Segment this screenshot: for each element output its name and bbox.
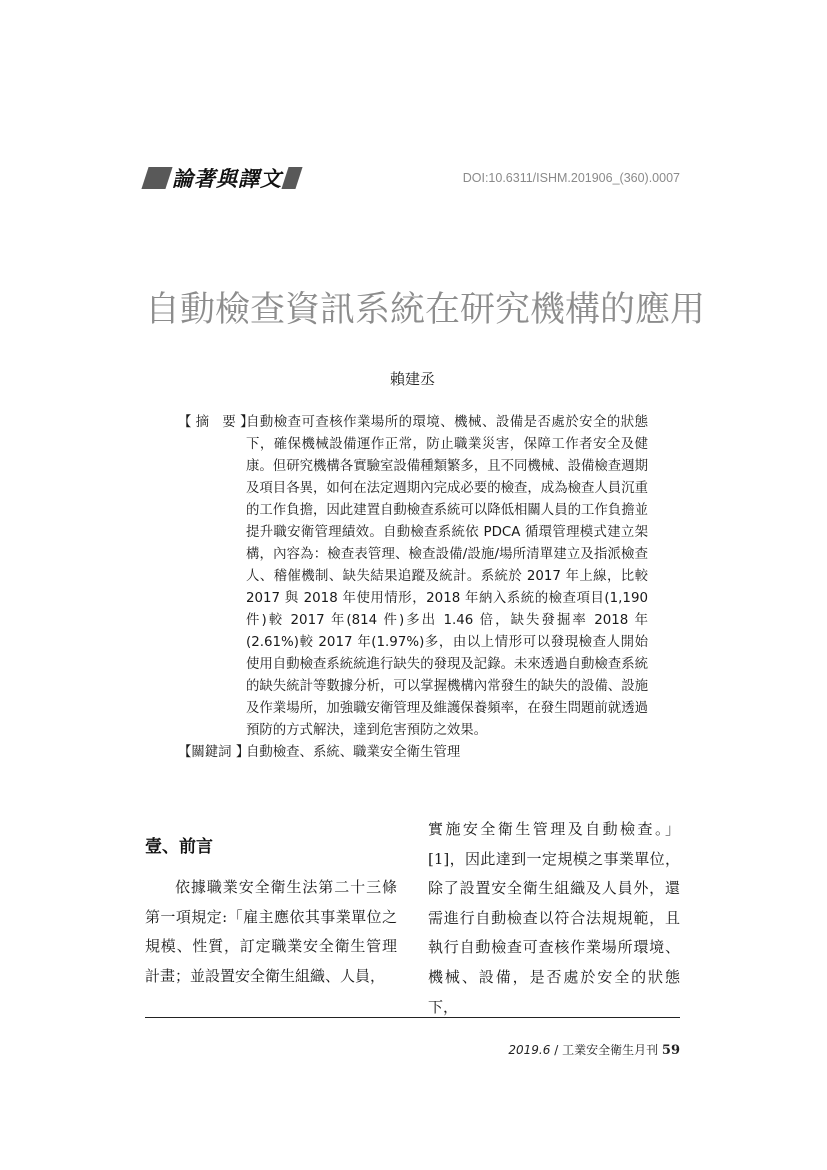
body-column-left <box>145 873 397 991</box>
keywords-label: 【關鍵詞 】 <box>178 745 250 760</box>
banner-left-slash <box>141 167 172 189</box>
abstract-block <box>178 412 648 764</box>
body-paragraph: 實施安全衛生管理及自動檢查。」[1]，因此達到一定規模之事業單位，除了設置安全衛生組織及人員外，還需進行自動檢查以符合法規規範，且執行自動檢查可查核作業場所環境、機械、設備，是否處於安全的狀態下， <box>428 820 680 1016</box>
page-header <box>145 166 680 192</box>
footer-separator: / <box>550 1043 563 1057</box>
body-column-right <box>428 815 680 1022</box>
abstract-label: 【 摘 要 】 <box>178 415 254 430</box>
page-footer <box>508 1041 680 1058</box>
doi-text: DOI:10.6311/ISHM.201906_(360).0007 <box>462 171 680 185</box>
body-paragraph: 依據職業安全衛生法第二十三條第一項規定:「雇主應依其事業單位之規模、性質，訂定職業安全衛生管理計畫；並設置安全衛生組織、人員， <box>145 878 397 985</box>
keywords-text: 自動檢查、系統、職業安全衛生管理 <box>246 745 461 760</box>
footer-issue: 2019.6 <box>508 1043 551 1057</box>
author-name: 賴建丞 <box>389 370 435 388</box>
category-banner <box>145 166 299 190</box>
abstract-text: 自動檢查可查核作業場所的環境、機械、設備是否處於安全的狀態下，確保機械設備運作正常，防止職業災害，保障工作者安全及健康。但研究機構各實驗室設備種類繁多，且不同機械、設備檢查週期及項目各異，如何在法定週期內完成必要的檢查，成為檢查人員沉重的工作負擔，因此建置自動檢查系統可以降低相關人員的工作負擔並提升職安衛管理績效。自動檢查系統依 PDCA 循環管理模式建立架構，內容為：檢查表管理、檢查設備/設施/場所清單建立及指派檢查人、稽催機制、缺失結果追蹤及統計。系統於 2017 年上線，比較 2017 與 2018 年使用情形，2018 年納入系統的檢查項目(1,190 件)較 2017 年(814 件)多出 1.46 倍，缺失發掘率 2018 年(2.61%)較 2017 年(1.97%)多，由以上情形可以發現檢查人開始使用自動檢查系統統進行缺失的發現及記錄。未來透過自動檢查系統的缺失統計等數據分析，可以掌握機構內常發生的缺失的設備、設施及作業場所，加強職安衛管理及維護保養頻率，在發生問題前就透過預防的方式解決，達到危害預防之效果。 <box>246 415 648 738</box>
footer-rule <box>145 1017 680 1018</box>
page-number: 59 <box>661 1043 680 1058</box>
article-title: 自動檢查資訊系統在研究機構的應用 <box>145 290 706 330</box>
keywords-row <box>178 742 648 764</box>
category-label: 論著與譯文 <box>172 167 282 191</box>
footer-journal: 工業安全衛生月刊 <box>562 1043 659 1057</box>
section-heading: 壹、前言 <box>145 837 213 857</box>
abstract-row <box>178 412 648 742</box>
